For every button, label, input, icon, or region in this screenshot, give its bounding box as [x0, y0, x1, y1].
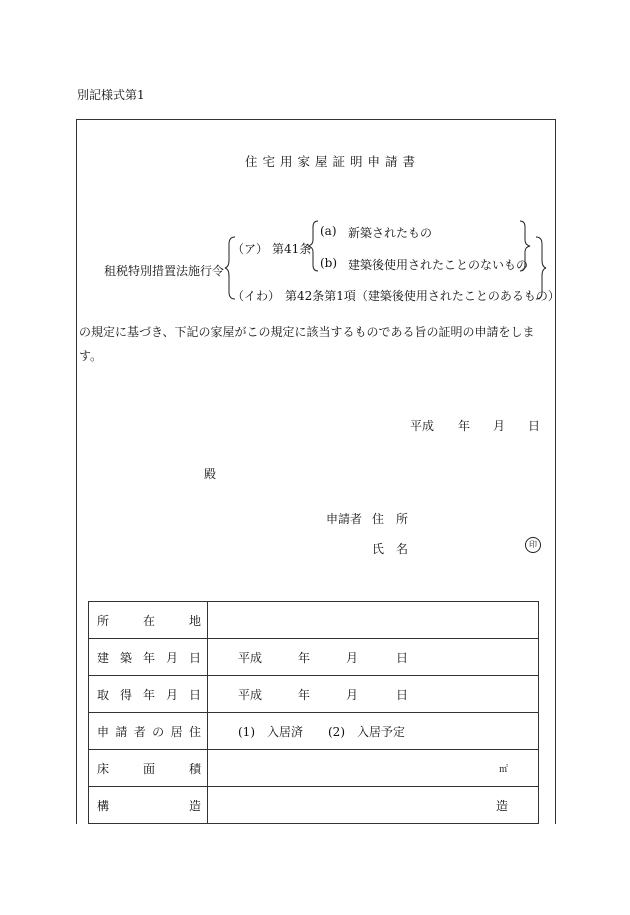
structure-unit: 造	[495, 798, 508, 813]
article-42: 第42条第1項（建築後使用されたことのあるもの）	[285, 289, 560, 303]
sub-a-text: 新築されたもの	[348, 226, 433, 240]
table-row-built: 建 築 年 月 日 平成 年 月 日	[89, 639, 539, 676]
table-row-residence: 申 請 者 の 居 住 (1) 入居済 (2) 入居予定	[89, 713, 539, 750]
built-label: 建	[97, 650, 110, 665]
sub-b-mark: (b)	[320, 256, 338, 270]
date-day: 日	[528, 419, 541, 433]
date-era: 平成	[410, 419, 435, 433]
acquired-date-value[interactable]: 平成 年 月 日	[208, 676, 539, 713]
option-b: （イわ）	[232, 289, 281, 303]
property-table	[88, 601, 539, 824]
location-label: 所	[97, 613, 110, 628]
sub-a-mark: (a)	[320, 224, 337, 238]
structure-label: 構	[97, 798, 110, 813]
brace-art41	[308, 220, 320, 272]
table-row-location: 所 在 地	[89, 602, 539, 639]
brace-law-close	[536, 236, 548, 300]
sub-b-text: 建築後使用されたことのないもの	[348, 258, 529, 272]
location-value[interactable]	[208, 602, 539, 639]
date-year: 年	[458, 419, 471, 433]
addressee-suffix: 殿	[204, 467, 217, 481]
floor-area-value[interactable]	[208, 750, 539, 787]
floor-area-label: 床	[97, 761, 110, 776]
applicant-address-label: 住 所	[372, 512, 409, 526]
page-title: 住宅用家屋証明申請書	[245, 154, 421, 169]
article-41: 第41条	[272, 242, 312, 256]
residence-label: 申	[97, 724, 110, 739]
table-row-floor: 床 面 積 ㎡	[89, 750, 539, 787]
date-month: 月	[493, 419, 506, 433]
residence-options[interactable]	[208, 713, 539, 750]
form-label: 別記様式第1	[77, 88, 145, 102]
body-text-line1: の規定に基づき、下記の家屋がこの規定に該当するものである旨の証明の申請をしま	[79, 325, 535, 339]
table-row-acquired: 取 得 年 月 日 平成 年 月 日	[89, 676, 539, 713]
table-row-structure: 構 造 造	[89, 787, 539, 824]
option-a: （ア）	[232, 242, 269, 256]
built-date-value[interactable]: 平成 年 月 日	[208, 639, 539, 676]
structure-value[interactable]	[208, 787, 539, 824]
residence-option-planned[interactable]: (2) 入居予定	[328, 724, 405, 739]
applicant-name-label: 氏 名	[372, 542, 409, 556]
acquired-label: 取	[97, 687, 110, 702]
body-text-line2: す。	[79, 349, 103, 363]
residence-option-moved-in[interactable]: (1) 入居済	[238, 724, 303, 739]
law-name: 租税特別措置法施行令	[104, 264, 225, 278]
brace-art41-close	[520, 220, 532, 272]
seal-mark: 印	[525, 537, 541, 553]
applicant-role: 申請者	[326, 512, 363, 526]
floor-unit: ㎡	[498, 765, 508, 775]
